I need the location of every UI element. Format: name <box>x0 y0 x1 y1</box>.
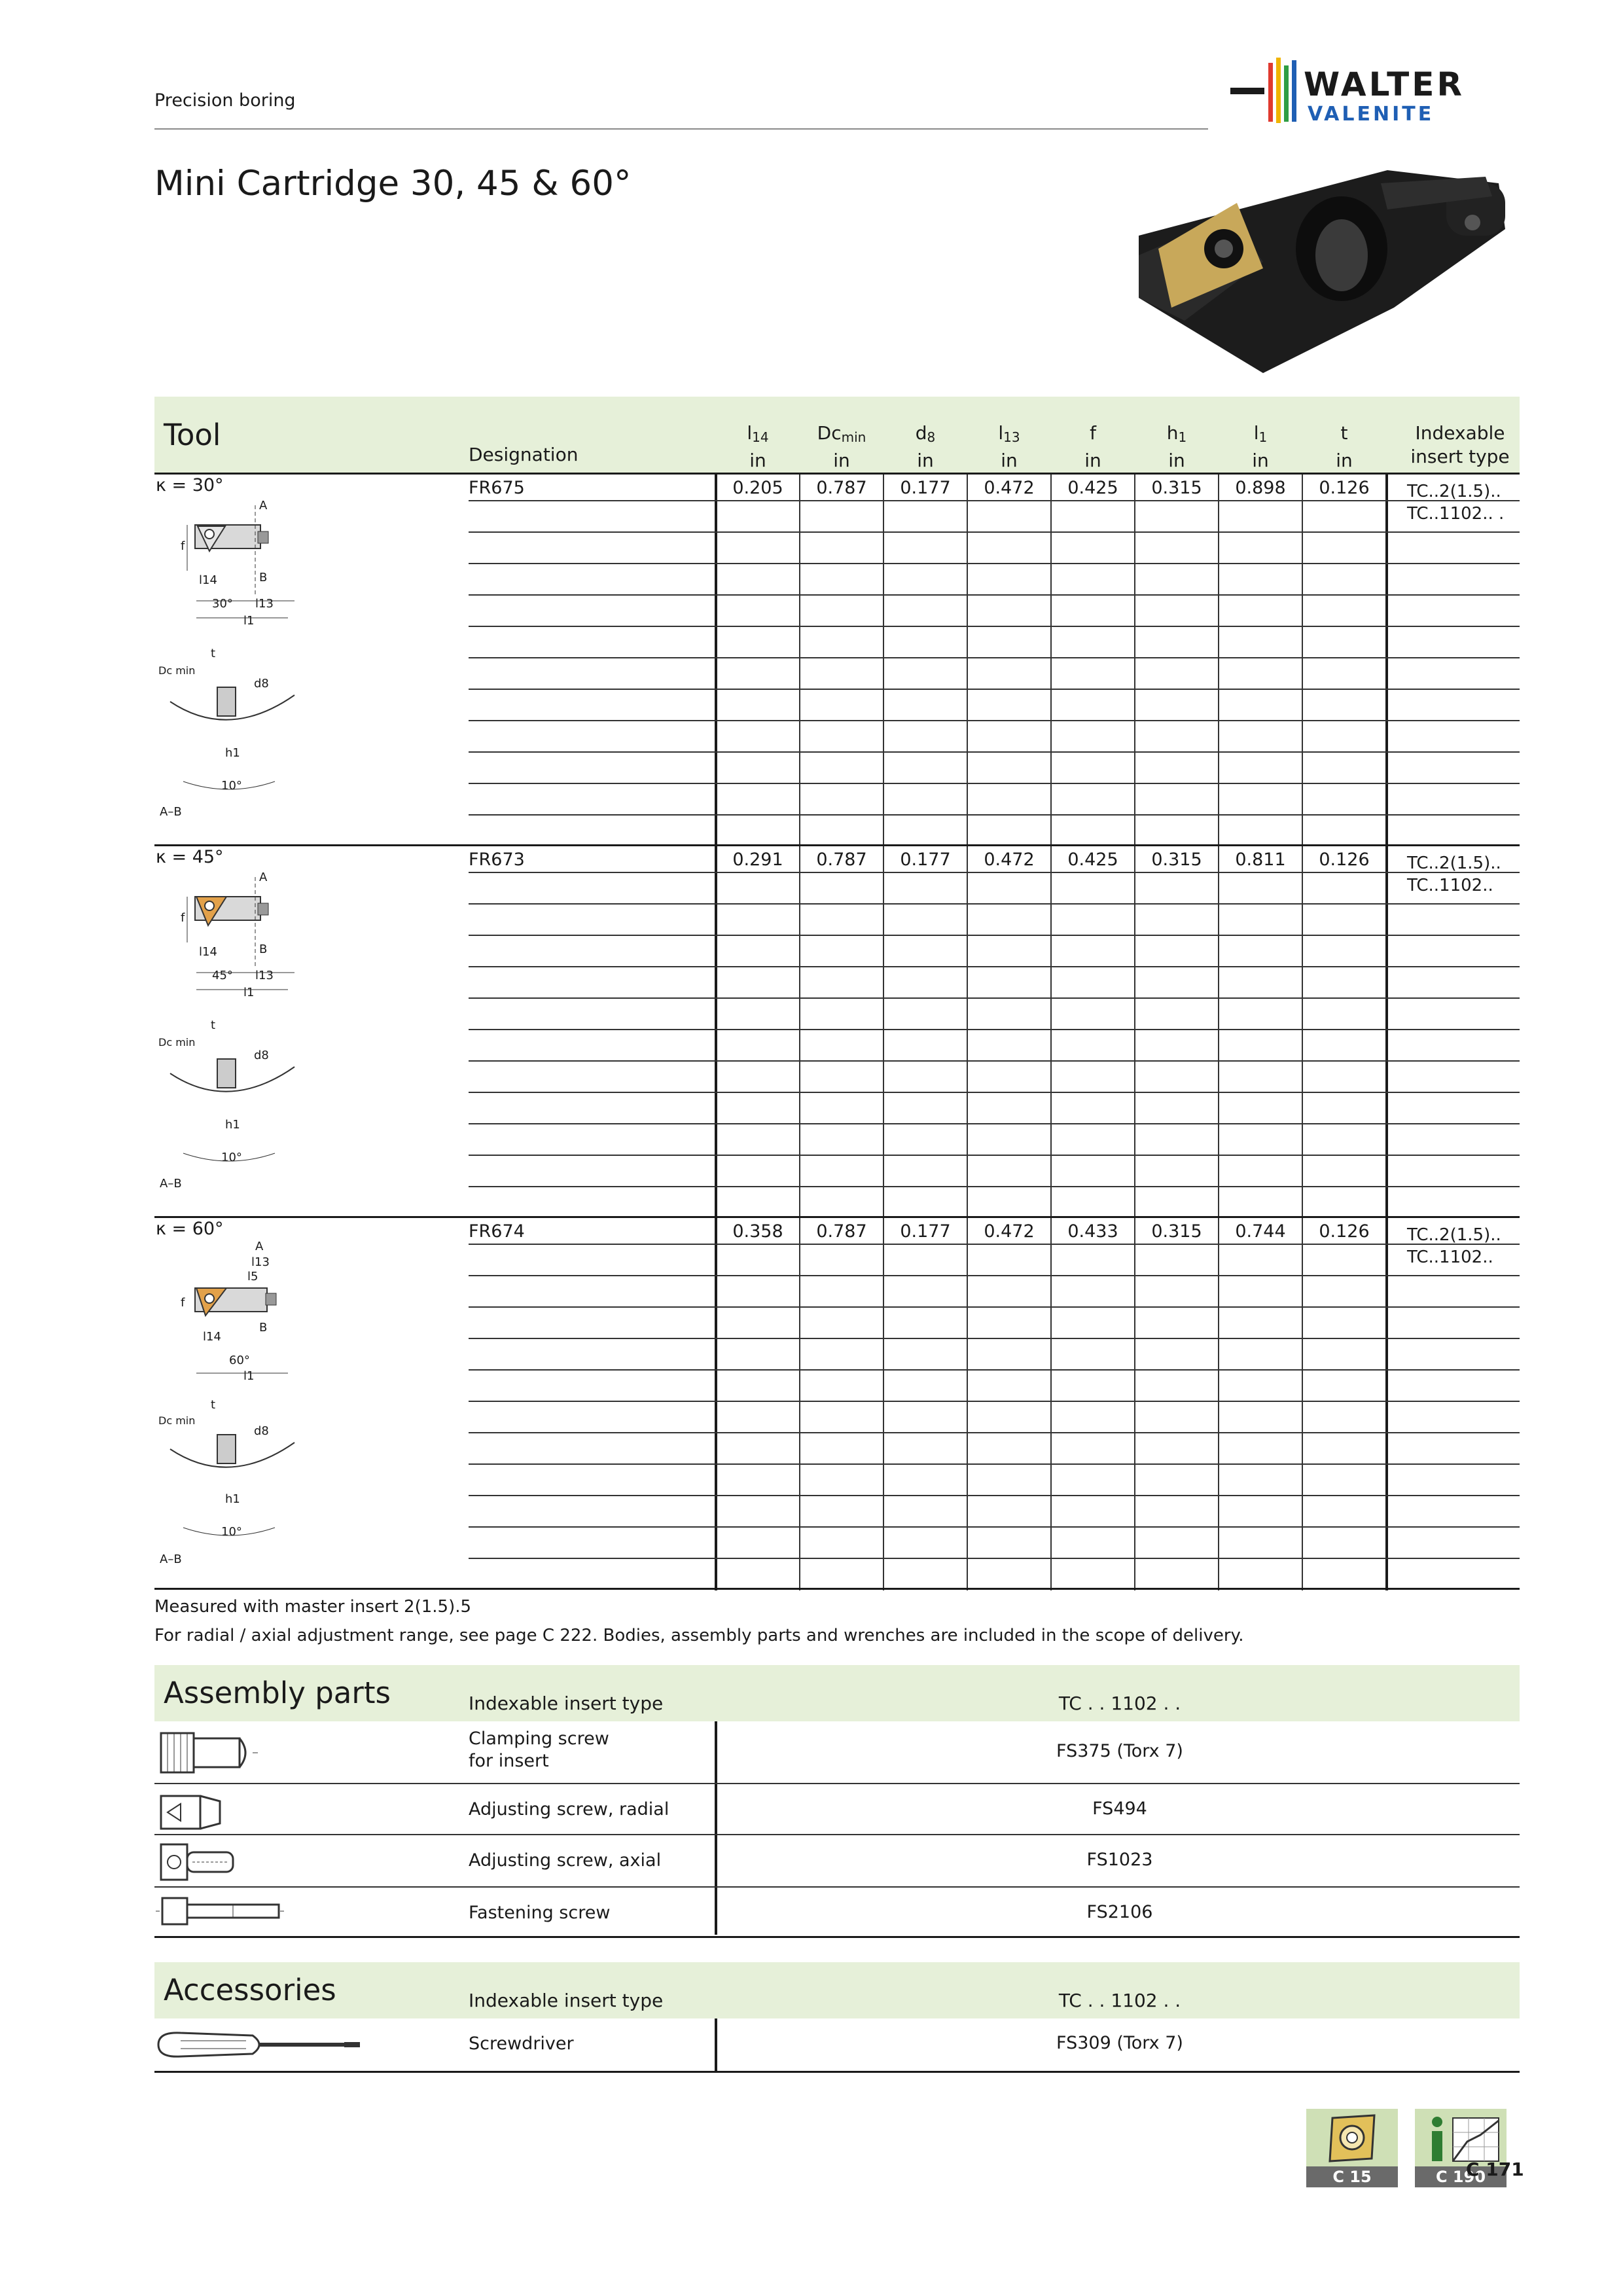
walter-valenite-logo <box>1230 56 1518 130</box>
assembly-parts-subheader: Indexable insert type <box>469 1693 664 1714</box>
note-master-insert: Measured with master insert 2(1.5).5 <box>154 1597 472 1617</box>
table-cell: 0.177 <box>900 1221 951 1242</box>
table-row-rule <box>469 531 1520 533</box>
column-divider <box>1385 474 1388 1590</box>
section-label: Precision boring <box>154 90 296 111</box>
accessories-heading: Accessories <box>164 1973 336 2007</box>
insert-type-cell: TC..2(1.5).. TC..1102.. . <box>1407 482 1505 524</box>
svg-text:t: t <box>211 647 216 660</box>
table-row-rule <box>469 626 1520 627</box>
radial-adjusting-screw-label: Adjusting screw, radial <box>469 1799 669 1820</box>
fastening-screw-value: FS2106 <box>1086 1902 1153 1922</box>
column-header-l1: $l_1$ in <box>1252 422 1269 471</box>
table-cell: 0.787 <box>816 850 867 870</box>
column-divider <box>715 474 717 1590</box>
svg-text:l1: l1 <box>243 986 255 999</box>
fastening-screw-icon <box>154 1892 285 1933</box>
svg-text:10°: 10° <box>221 1151 242 1164</box>
axial-adjusting-screw-icon <box>154 1839 259 1888</box>
table-row-rule <box>469 966 1520 967</box>
table-row-rule <box>469 720 1520 721</box>
fastening-screw-label: Fastening screw <box>469 1903 611 1923</box>
table-row-rule <box>469 997 1520 999</box>
table-row-rule <box>469 1463 1520 1465</box>
svg-text:Dc min: Dc min <box>158 1414 196 1427</box>
row-rule <box>154 1834 1520 1835</box>
table-cell: 0.898 <box>1235 478 1286 498</box>
row-rule <box>154 1886 1520 1888</box>
accessories-subheader: Indexable insert type <box>469 1990 664 2011</box>
table-row-rule <box>469 872 1520 873</box>
clamping-screw-icon <box>154 1727 259 1782</box>
note-adjustment-range: For radial / axial adjustment range, see page C 222. Bodies, assembly parts and wrenches are included in the scope of delivery. <box>154 1626 1244 1645</box>
column-divider <box>1134 474 1135 1590</box>
column-divider <box>1218 474 1219 1590</box>
table-cell: 0.126 <box>1319 478 1370 498</box>
svg-text:d8: d8 <box>254 1424 269 1438</box>
kappa-label: κ = 30° <box>156 475 224 495</box>
table-cell: 0.205 <box>732 478 783 498</box>
mini-cartridge-product-image <box>1132 157 1525 393</box>
cartridge-45-diagram <box>157 851 301 1217</box>
table-row-rule <box>469 1432 1520 1433</box>
table-cell: 0.177 <box>900 478 951 498</box>
table-cell: 0.811 <box>1235 850 1286 870</box>
table-cell: 0.472 <box>984 1221 1035 1242</box>
svg-text:A: A <box>259 499 268 512</box>
logo-text-valenite: VALENITE <box>1308 103 1435 126</box>
svg-text:f: f <box>181 539 185 553</box>
svg-text:10°: 10° <box>221 1525 242 1539</box>
logo-text-walter: WALTER <box>1304 65 1465 103</box>
table-cell: 0.126 <box>1319 1221 1370 1242</box>
column-divider <box>967 474 968 1590</box>
radial-adjusting-screw-icon <box>154 1789 259 1838</box>
svg-text:10°: 10° <box>221 779 242 793</box>
axial-adjusting-screw-value: FS1023 <box>1086 1850 1153 1870</box>
column-divider <box>715 1721 717 1935</box>
table-row-rule <box>469 1123 1520 1124</box>
header-rule <box>154 128 1208 130</box>
page-number: C 171 <box>1466 2159 1524 2180</box>
table-row-rule <box>469 689 1520 690</box>
svg-text:f: f <box>181 1296 185 1310</box>
svg-text:t: t <box>211 1398 216 1412</box>
column-header-dcmin: $Dc_{min}$ in <box>817 422 866 471</box>
svg-text:d8: d8 <box>254 677 269 691</box>
svg-text:l1: l1 <box>243 614 255 628</box>
svg-text:B: B <box>259 571 268 584</box>
designation-header: Designation <box>469 444 579 465</box>
svg-text:h1: h1 <box>225 746 240 760</box>
column-header-insert-type: Indexable insert type <box>1410 422 1510 467</box>
table-row-rule <box>469 1092 1520 1093</box>
table-cell: 0.787 <box>816 478 867 498</box>
clamping-screw-value: FS375 (Torx 7) <box>1056 1741 1183 1761</box>
table-cell: 0.472 <box>984 850 1035 870</box>
svg-text:A–B: A–B <box>160 1552 182 1566</box>
screwdriver-value: FS309 (Torx 7) <box>1056 2033 1183 2053</box>
section-rule <box>154 844 1520 846</box>
table-cell: 0.425 <box>1067 478 1118 498</box>
kappa-label: κ = 45° <box>156 847 224 867</box>
table-row-rule <box>469 1401 1520 1402</box>
table-cell: 0.315 <box>1151 478 1202 498</box>
svg-text:h1: h1 <box>225 1492 240 1506</box>
svg-text:t: t <box>211 1018 216 1032</box>
reference-label-c190[interactable]: C 190 <box>1415 2166 1507 2187</box>
svg-text:B: B <box>259 1321 268 1335</box>
reference-label-c15[interactable]: C 15 <box>1306 2166 1398 2187</box>
svg-text:h1: h1 <box>225 1118 240 1132</box>
svg-text:A–B: A–B <box>160 1177 182 1191</box>
section-rule <box>154 473 1520 475</box>
table-row-rule <box>469 1155 1520 1156</box>
table-row-rule <box>469 1060 1520 1062</box>
section-rule <box>154 1216 1520 1218</box>
svg-text:A: A <box>255 1240 264 1253</box>
svg-text:f: f <box>181 911 185 925</box>
svg-text:d8: d8 <box>254 1049 269 1062</box>
screwdriver-label: Screwdriver <box>469 2034 574 2054</box>
table-row-rule <box>469 1244 1520 1245</box>
column-header-f: f in <box>1084 422 1101 471</box>
table-row-rule <box>469 903 1520 905</box>
table-row-rule <box>469 1306 1520 1308</box>
section-rule <box>154 1936 1520 1938</box>
svg-text:l5: l5 <box>247 1270 259 1283</box>
accessories-insert-type: TC . . 1102 . . <box>1058 1990 1181 2011</box>
page-title: Mini Cartridge 30, 45 & 60° <box>154 164 632 204</box>
table-cell: 0.126 <box>1319 850 1370 870</box>
svg-text:Dc min: Dc min <box>158 1036 196 1049</box>
radial-adjusting-screw-value: FS494 <box>1092 1799 1147 1819</box>
table-cell: 0.291 <box>732 850 783 870</box>
table-row-rule <box>469 814 1520 816</box>
tool-heading: Tool <box>164 418 221 452</box>
svg-text:l13: l13 <box>255 969 274 982</box>
table-row-rule <box>469 563 1520 564</box>
column-header-t: t in <box>1336 422 1353 471</box>
section-rule <box>154 2071 1520 2073</box>
row-rule <box>154 1783 1520 1784</box>
svg-text:B: B <box>259 942 268 956</box>
screwdriver-icon <box>154 2025 364 2067</box>
column-header-l14: $l_{14}$ in <box>747 422 769 471</box>
column-divider <box>1302 474 1303 1590</box>
svg-text:l13: l13 <box>255 597 274 611</box>
svg-text:l14: l14 <box>199 573 217 587</box>
table-row-rule <box>469 1369 1520 1371</box>
cartridge-60-diagram <box>157 1223 301 1589</box>
table-row-rule <box>469 1186 1520 1187</box>
column-header-h1: $h_1$ in <box>1166 422 1187 471</box>
table-cell: 0.744 <box>1235 1221 1286 1242</box>
svg-text:30°: 30° <box>212 597 233 611</box>
clamping-screw-label: Clamping screw for insert <box>469 1729 609 1771</box>
table-row-rule <box>469 594 1520 596</box>
table-row-rule <box>469 783 1520 784</box>
table-row-rule <box>469 657 1520 658</box>
svg-text:Dc min: Dc min <box>158 664 196 677</box>
svg-text:60°: 60° <box>229 1354 250 1367</box>
svg-text:45°: 45° <box>212 969 233 982</box>
column-divider <box>715 2018 717 2072</box>
table-row-rule <box>469 935 1520 936</box>
column-divider <box>1050 474 1052 1590</box>
svg-text:l1: l1 <box>243 1369 255 1383</box>
svg-text:l14: l14 <box>203 1330 221 1344</box>
table-cell: 0.425 <box>1067 850 1118 870</box>
table-row-rule <box>469 1526 1520 1528</box>
svg-text:A–B: A–B <box>160 805 182 819</box>
axial-adjusting-screw-label: Adjusting screw, axial <box>469 1850 662 1871</box>
table-row-rule <box>469 1495 1520 1496</box>
column-header-l13: $l_{13}$ in <box>998 422 1020 471</box>
svg-text:A: A <box>259 870 268 884</box>
section-rule <box>154 1588 1520 1590</box>
svg-text:l14: l14 <box>199 945 217 959</box>
table-cell: 0.787 <box>816 1221 867 1242</box>
designation-cell: FR674 <box>469 1221 525 1242</box>
table-cell: 0.177 <box>900 850 951 870</box>
table-cell: 0.433 <box>1067 1221 1118 1242</box>
cartridge-30-diagram <box>157 479 301 846</box>
table-cell: 0.472 <box>984 478 1035 498</box>
column-divider <box>799 474 800 1590</box>
table-row-rule <box>469 1275 1520 1276</box>
assembly-insert-type: TC . . 1102 . . <box>1058 1693 1181 1714</box>
column-divider <box>883 474 884 1590</box>
designation-cell: FR673 <box>469 850 525 870</box>
table-row-rule <box>469 500 1520 501</box>
table-cell: 0.358 <box>732 1221 783 1242</box>
insert-type-cell: TC..2(1.5).. TC..1102.. <box>1407 1225 1501 1267</box>
insert-type-cell: TC..2(1.5).. TC..1102.. <box>1407 853 1501 895</box>
svg-text:l13: l13 <box>251 1255 270 1269</box>
table-row-rule <box>469 1029 1520 1030</box>
table-row-rule <box>469 1338 1520 1339</box>
table-cell: 0.315 <box>1151 1221 1202 1242</box>
column-header-d8: $d_8$ in <box>915 422 936 471</box>
table-row-rule <box>469 1558 1520 1559</box>
kappa-label: κ = 60° <box>156 1219 224 1239</box>
designation-cell: FR675 <box>469 478 525 498</box>
table-cell: 0.315 <box>1151 850 1202 870</box>
assembly-parts-heading: Assembly parts <box>164 1676 391 1710</box>
table-row-rule <box>469 751 1520 753</box>
